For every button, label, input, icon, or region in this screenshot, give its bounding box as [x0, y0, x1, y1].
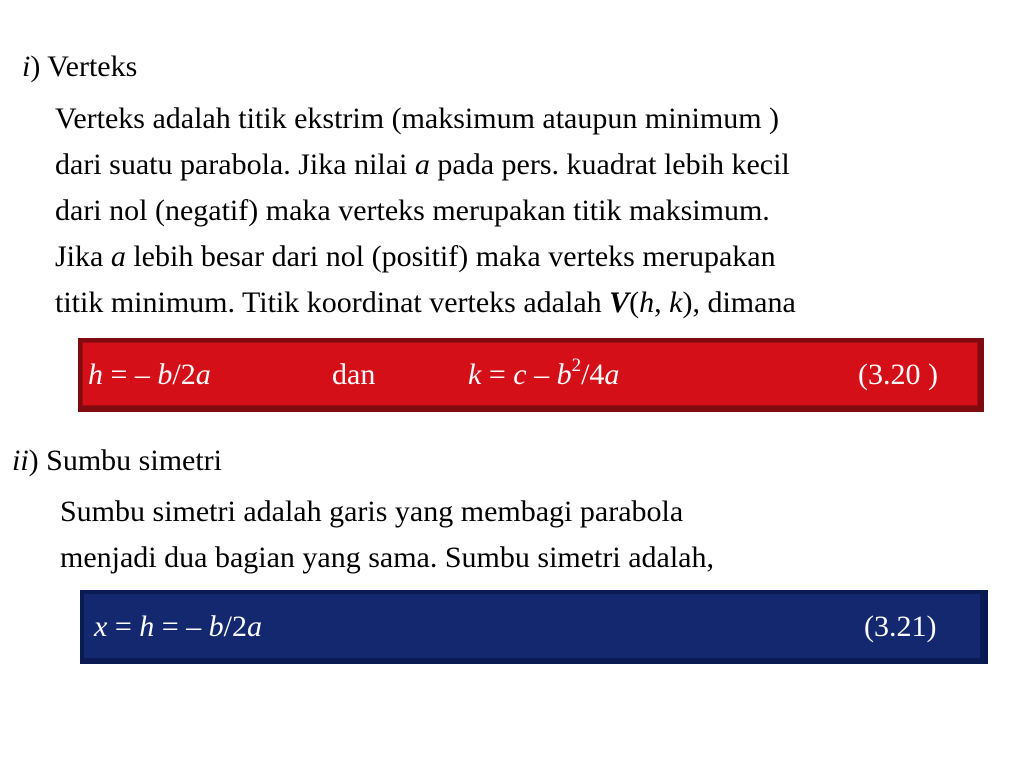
section-ii-heading: [12, 444, 222, 478]
equation-connector: dan: [332, 358, 376, 391]
text-run: lebih besar dari nol (positif) maka verteks merupakan: [125, 240, 776, 273]
var-x: x: [94, 610, 108, 643]
paragraph-line: [55, 280, 796, 326]
section-i-label: ) Verteks: [30, 50, 138, 83]
variable-a: a: [110, 240, 126, 273]
var-h: h: [88, 358, 103, 391]
var-a: a: [247, 610, 263, 643]
text-run: titik minimum. Titik koordinat verteks adalah: [55, 286, 610, 319]
equation-box-inner: [82, 342, 978, 406]
var-b: b: [208, 610, 224, 643]
section-i-label-italic: i: [22, 50, 31, 83]
paragraph-line: dari nol (negatif) maka verteks merupakan titik maksimum.: [55, 194, 770, 227]
text-run: /4: [581, 358, 605, 391]
paragraph-line: [55, 234, 796, 280]
equation-h: [88, 358, 211, 392]
equation-box-3-21: [80, 590, 988, 664]
text-run: = –: [103, 358, 158, 391]
var-a: a: [604, 358, 620, 391]
equation-x: [94, 610, 262, 644]
text-run: =: [481, 358, 514, 391]
section-ii-paragraph: [60, 489, 714, 581]
variable-h: h: [639, 286, 655, 319]
var-c: c: [513, 358, 527, 391]
variable-V: V: [609, 286, 630, 319]
var-b: b: [157, 358, 173, 391]
paragraph-line: menjadi dua bagian yang sama. Sumbu simetri adalah,: [60, 541, 714, 574]
equation-box-3-20: [78, 338, 984, 412]
var-k: k: [468, 358, 482, 391]
text-run: ,: [654, 286, 670, 319]
text-run: /2: [172, 358, 196, 391]
variable-a: a: [414, 148, 430, 181]
section-ii-label-italic: ii: [12, 444, 29, 477]
equation-k: [468, 355, 620, 392]
text-run: = –: [154, 610, 209, 643]
text-run: ), dimana: [682, 286, 796, 319]
text-run: dari suatu parabola. Jika nilai: [55, 148, 415, 181]
var-h: h: [139, 610, 155, 643]
paragraph-line: Sumbu simetri adalah garis yang membagi parabola: [60, 495, 684, 528]
equation-number: (3.20 ): [858, 358, 938, 391]
section-i-heading: [22, 50, 137, 84]
equation-number: (3.21): [864, 610, 937, 643]
var-b: b: [556, 358, 572, 391]
text-run: pada pers. kuadrat lebih kecil: [429, 148, 790, 181]
paragraph-line: [55, 142, 796, 188]
text-run: /2: [223, 610, 248, 643]
exponent: 2: [571, 355, 582, 376]
paragraph-line: Verteks adalah titik ekstrim (maksimum ataupun minimum ): [55, 102, 780, 135]
variable-k: k: [669, 286, 683, 319]
text-run: Jika: [55, 240, 111, 273]
var-a: a: [195, 358, 211, 391]
equation-box-inner: [84, 594, 980, 658]
text-run: –: [526, 358, 557, 391]
section-i-paragraph: [55, 96, 796, 326]
text-run: (: [629, 286, 640, 319]
section-ii-label: ) Sumbu simetri: [28, 444, 223, 477]
text-run: =: [107, 610, 140, 643]
